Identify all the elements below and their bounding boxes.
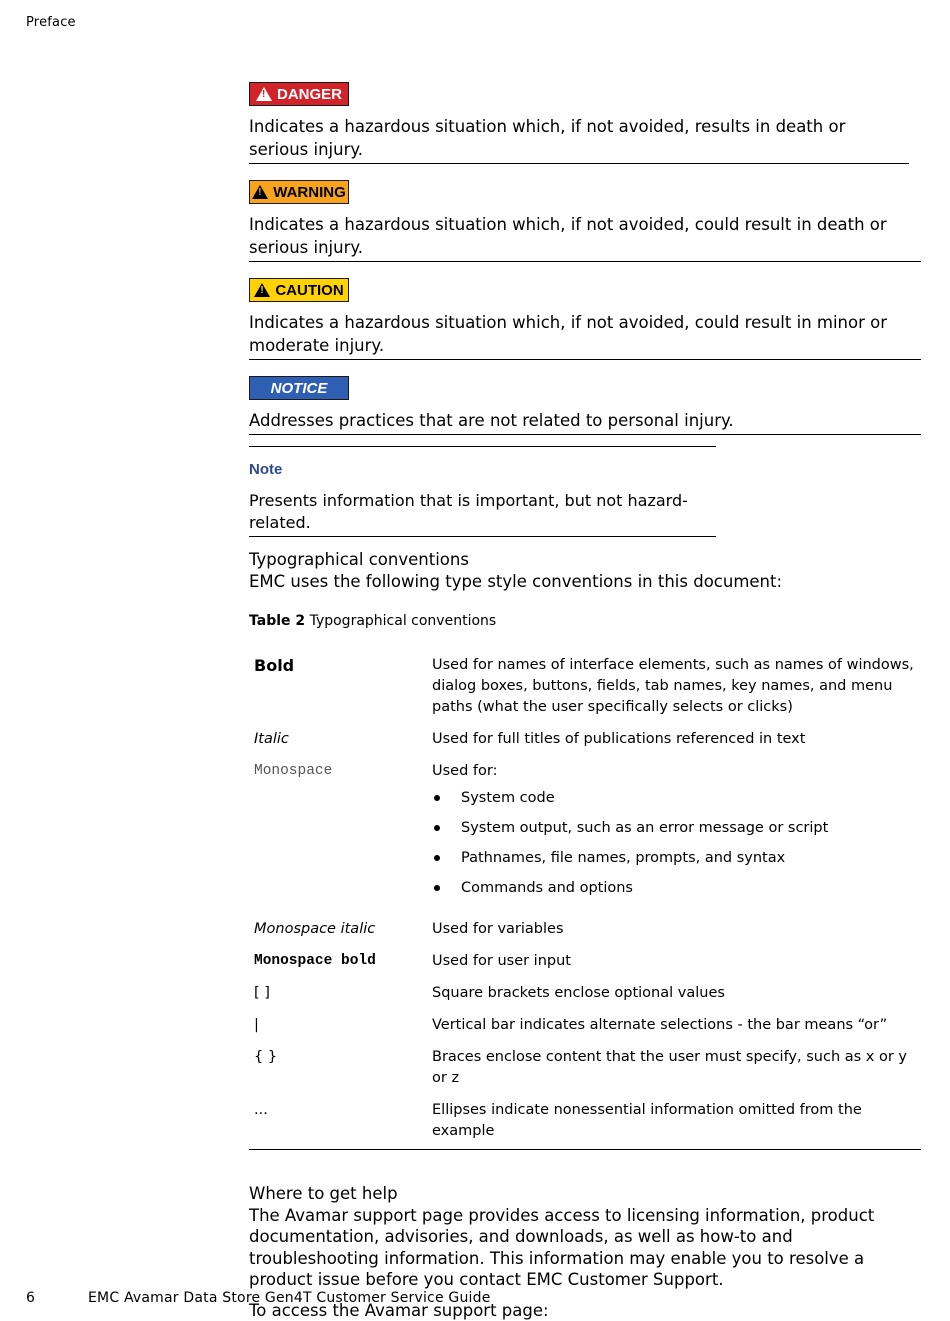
term-braces: { } xyxy=(249,1043,432,1096)
desc-braces: Braces enclose content that the user must specify, such as x or y or z xyxy=(432,1043,921,1096)
desc-monospace-italic: Used for variables xyxy=(432,915,921,947)
danger-admonition xyxy=(249,82,921,164)
desc-italic: Used for full titles of publications referenced in text xyxy=(432,725,921,757)
warning-badge-label: WARNING xyxy=(273,184,346,201)
monospace-bullet-list xyxy=(432,788,921,899)
desc-monospace xyxy=(432,757,921,915)
table-row xyxy=(249,1096,921,1150)
caution-text: Indicates a hazardous situation which, if not avoided, could result in minor or moderate injury. xyxy=(249,311,921,360)
table-row xyxy=(249,651,921,725)
notice-admonition xyxy=(249,376,921,435)
notice-text: Addresses practices that are not related to personal injury. xyxy=(249,409,921,435)
typo-intro: EMC uses the following type style conventions in this document: xyxy=(249,571,921,593)
desc-bold: Used for names of interface elements, such as names of windows, dialog boxes, buttons, fields, tab names, key names, and menu paths (what the user specifically selects or clicks) xyxy=(432,651,921,725)
help-paragraph: The Avamar support page provides access to licensing information, product documentation, advisories, and downloads, as well as how-to and troubleshooting information. This information may enable you to resolve a product issue before you contact EMC Customer Support. xyxy=(249,1205,921,1291)
list-item: Commands and options xyxy=(432,878,921,899)
danger-badge-label: DANGER xyxy=(277,86,342,103)
note-label: Note xyxy=(249,461,716,478)
desc-ellipses: Ellipses indicate nonessential information omitted from the example xyxy=(432,1096,921,1150)
desc-brackets: Square brackets enclose optional values xyxy=(432,979,921,1011)
term-ellipses: ... xyxy=(249,1096,432,1150)
typo-heading: Typographical conventions xyxy=(249,549,921,571)
danger-badge xyxy=(249,82,349,106)
help-access-text: To access the Avamar support page: xyxy=(249,1300,921,1321)
list-item: System code xyxy=(432,788,921,809)
warning-admonition xyxy=(249,180,921,262)
warning-triangle-icon xyxy=(252,185,268,199)
desc-vertical-bar: Vertical bar indicates alternate selections - the bar means “or” xyxy=(432,1011,921,1043)
page-footer xyxy=(26,1290,35,1306)
caution-badge xyxy=(249,278,349,302)
page-number: 6 xyxy=(26,1290,35,1306)
notice-badge: NOTICE xyxy=(249,376,349,400)
table-number: Table 2 xyxy=(249,613,305,629)
term-italic: Italic xyxy=(249,725,432,757)
table-row xyxy=(249,979,921,1011)
warning-triangle-icon xyxy=(256,87,272,101)
desc-monospace-bold: Used for user input xyxy=(432,947,921,979)
warning-triangle-icon xyxy=(254,283,270,297)
note-admonition xyxy=(249,446,716,537)
table-row xyxy=(249,1043,921,1096)
term-brackets: [ ] xyxy=(249,979,432,1011)
typo-conventions-table xyxy=(249,651,921,1150)
warning-badge xyxy=(249,180,349,204)
table-row xyxy=(249,915,921,947)
term-monospace-italic: Monospace italic xyxy=(249,915,432,947)
term-monospace: Monospace xyxy=(249,757,432,915)
term-vertical-bar: | xyxy=(249,1011,432,1043)
term-monospace-bold: Monospace bold xyxy=(249,947,432,979)
table-row xyxy=(249,947,921,979)
table-title: Typographical conventions xyxy=(310,613,497,629)
list-item: System output, such as an error message or script xyxy=(432,818,921,839)
table-row xyxy=(249,725,921,757)
table-row xyxy=(249,1011,921,1043)
caution-admonition xyxy=(249,278,921,360)
running-header: Preface xyxy=(26,15,76,30)
desc-monospace-lead: Used for: xyxy=(432,761,921,782)
list-item: Pathnames, file names, prompts, and syntax xyxy=(432,848,921,869)
page-content xyxy=(249,82,921,1321)
warning-text: Indicates a hazardous situation which, if not avoided, could result in death or serious injury. xyxy=(249,213,921,262)
table-caption xyxy=(249,613,921,629)
document-title: EMC Avamar Data Store Gen4T Customer Service Guide xyxy=(88,1290,491,1306)
help-heading: Where to get help xyxy=(249,1183,921,1205)
term-bold: Bold xyxy=(249,651,432,725)
danger-text: Indicates a hazardous situation which, if not avoided, results in death or serious injury. xyxy=(249,115,909,164)
table-row xyxy=(249,757,921,915)
note-text: Presents information that is important, but not hazard-related. xyxy=(249,490,716,537)
caution-badge-label: CAUTION xyxy=(275,282,343,299)
